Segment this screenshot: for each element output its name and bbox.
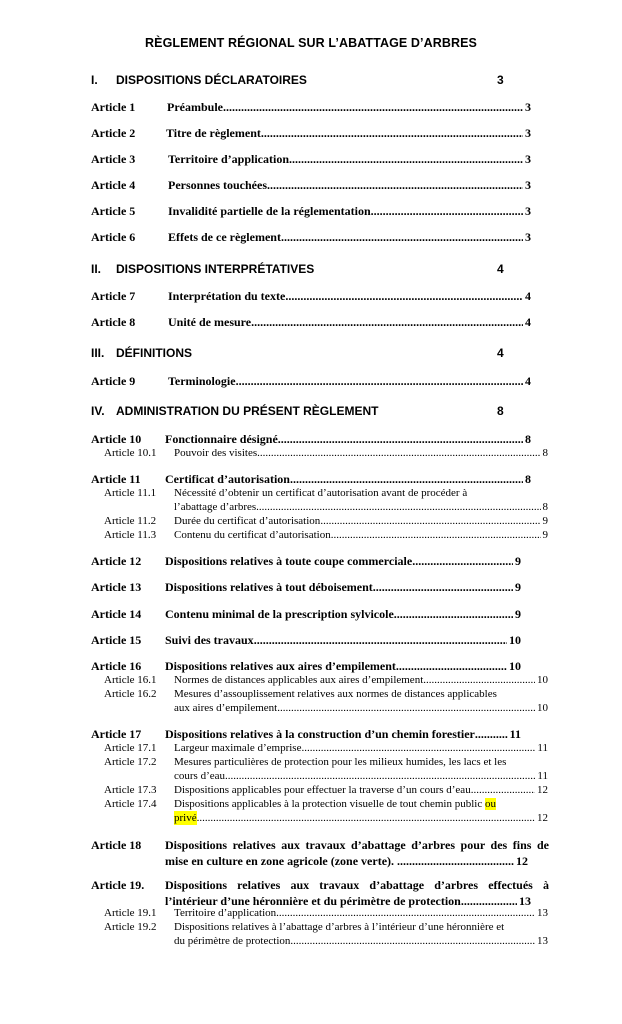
article-number: Article 18 [91, 838, 142, 852]
article-number: Article 12 [91, 554, 142, 568]
section-label: DISPOSITIONS INTERPRÉTATIVES [116, 262, 315, 276]
article-number: Article 7 [91, 289, 136, 303]
article-number: Article 9 [91, 374, 136, 388]
article-page: 3 [525, 126, 531, 140]
section-label: ADMINISTRATION DU PRÉSENT RÈGLEMENT [116, 404, 379, 418]
toc-subentry [104, 446, 548, 460]
subarticle-page: 8 [542, 447, 548, 459]
section-number: I. [91, 73, 98, 87]
toc-subentry [104, 741, 548, 755]
subarticle-label: aux aires d’empilement [174, 702, 278, 714]
article-page: 10 [509, 633, 521, 647]
toc-subentry-continuation [174, 701, 548, 715]
highlighted-text: privé [174, 812, 197, 824]
toc-entry [91, 579, 531, 595]
subarticle-label: Largeur maximale d’emprise [174, 742, 302, 754]
toc-entry [91, 229, 531, 245]
article-page: 13 [519, 894, 531, 908]
section-heading [91, 262, 511, 278]
toc-entry [91, 373, 531, 389]
article-label: Titre de règlement [166, 126, 261, 140]
subarticle-label [174, 797, 548, 811]
toc-entry [91, 125, 531, 141]
subarticle-number: Article 11.3 [104, 529, 157, 541]
article-page: 3 [525, 100, 531, 114]
toc-subentry [104, 528, 548, 542]
section-heading [91, 404, 511, 420]
subarticle-number: Article 17.1 [104, 742, 157, 754]
subarticle-number: Article 17.3 [104, 784, 157, 796]
subarticle-number: Article 19.2 [104, 921, 157, 933]
subarticle-page: 12 [537, 812, 548, 824]
subarticle-page: 13 [537, 907, 548, 919]
article-page: 10 [509, 659, 521, 673]
article-label: Fonctionnaire désigné [165, 432, 278, 446]
subarticle-page: 8 [542, 501, 548, 513]
toc-entry-continuation [165, 853, 531, 869]
subarticle-page: 11 [537, 770, 548, 782]
toc-entry [91, 177, 531, 193]
section-number: IV. [91, 404, 105, 418]
section-label: DÉFINITIONS [116, 346, 193, 360]
subarticle-page: 10 [537, 702, 548, 714]
article-page: 11 [509, 727, 521, 741]
article-number: Article 1 [91, 100, 136, 114]
article-number: Article 8 [91, 315, 136, 329]
subarticle-number: Article 11.2 [104, 515, 157, 527]
subarticle-label-text: Dispositions applicables à la protection visuelle de tout chemin public [174, 798, 485, 810]
article-page: 3 [525, 230, 531, 244]
article-label: mise en culture en zone agricole (zone verte). ....................................... 12 [165, 854, 529, 868]
subarticle-label: Pouvoir des visites [174, 447, 258, 459]
subarticle-label: Durée du certificat d’autorisation [174, 515, 321, 527]
article-number: Article 5 [91, 204, 136, 218]
toc-entry [91, 658, 531, 674]
section-heading [91, 346, 511, 362]
subarticle-label: Mesures particulières de protection pour les milieux humides, les lacs et les [174, 756, 507, 768]
section-number: II. [91, 262, 102, 276]
article-number: Article 2 [91, 126, 136, 140]
subarticle-page: 12 [537, 784, 548, 796]
article-label: Effets de ce règlement [168, 230, 281, 244]
subarticle-label: du périmètre de protection [174, 935, 291, 947]
article-page: 9 [515, 607, 521, 621]
subarticle-number: Article 19.1 [104, 907, 157, 919]
subarticle-number: Article 16.1 [104, 674, 157, 686]
section-number: III. [91, 346, 105, 360]
section-page: 8 [497, 404, 504, 418]
article-number: Article 10 [91, 432, 142, 446]
article-label: Territoire d’application [168, 152, 289, 166]
subarticle-label: l’abattage d’arbres [174, 501, 257, 513]
article-label: Dispositions relatives à la construction d’un chemin forestier [165, 727, 475, 741]
article-label: l’intérieur d’une héronnière et du périmètre de protection. [165, 894, 464, 908]
article-label: Unité de mesure [168, 315, 252, 329]
highlighted-text: ou [485, 798, 496, 810]
subarticle-page: 13 [537, 935, 548, 947]
article-label: Terminologie [168, 374, 236, 388]
article-number: Article 14 [91, 607, 142, 621]
section-page: 3 [497, 73, 504, 87]
subarticle-number: Article 17.2 [104, 756, 157, 768]
toc-entry [91, 151, 531, 167]
subarticle-label: Dispositions applicables pour effectuer la traverse d’un cours d’eau [174, 784, 471, 796]
article-label: Dispositions relatives aux aires d’empilement [165, 659, 396, 673]
toc-entry [91, 726, 531, 742]
subarticle-label: Dispositions relatives à l’abattage d’arbres à l’intérieur d’une héronnière et [174, 921, 505, 933]
subarticle-page: 9 [542, 515, 548, 527]
toc-subentry-continuation [174, 769, 548, 783]
toc-entry [91, 431, 531, 447]
section-heading [91, 73, 511, 89]
article-label: Interprétation du texte [168, 289, 286, 303]
toc-subentry-continuation [174, 500, 548, 514]
toc-subentry-continuation [174, 811, 548, 825]
subarticle-label: Normes de distances applicables aux aires d’empilement [174, 674, 424, 686]
section-label: DISPOSITIONS DÉCLARATOIRES [116, 73, 307, 87]
article-page: 4 [525, 374, 531, 388]
article-label: Certificat d’autorisation [165, 472, 290, 486]
toc-entry [91, 99, 531, 115]
article-label: Suivi des travaux [165, 633, 254, 647]
toc-entry [91, 471, 531, 487]
subarticle-page: 9 [542, 529, 548, 541]
toc-subentry-continuation [174, 934, 548, 948]
section-page: 4 [497, 262, 504, 276]
article-page: 9 [515, 554, 521, 568]
subarticle-label: Mesures d’assouplissement relatives aux normes de distances applicables [174, 688, 497, 700]
article-number: Article 19. [91, 878, 145, 892]
article-page: 4 [525, 289, 531, 303]
article-label: Dispositions relatives à toute coupe commerciale [165, 554, 413, 568]
article-label: Personnes touchées [168, 178, 267, 192]
article-label-text: mise en culture en zone agricole (zone verte). [165, 854, 398, 868]
article-label: Contenu minimal de la prescription sylvicole [165, 607, 394, 621]
subarticle-label: Contenu du certificat d’autorisation [174, 529, 331, 541]
section-page: 4 [497, 346, 504, 360]
subarticle-number: Article 17.4 [104, 798, 157, 810]
subarticle-page: 10 [537, 674, 548, 686]
article-number: Article 6 [91, 230, 136, 244]
article-number: Article 15 [91, 633, 142, 647]
article-page: 4 [525, 315, 531, 329]
toc-subentry [104, 673, 548, 687]
article-number: Article 3 [91, 152, 136, 166]
toc-entry [91, 553, 531, 569]
toc-subentry [104, 906, 548, 920]
toc-entry [91, 203, 531, 219]
subarticle-label: cours d’eau [174, 770, 226, 782]
article-label: Dispositions relatives aux travaux d’abattage d’arbres effectués à [165, 878, 549, 892]
subarticle-number: Article 10.1 [104, 447, 157, 459]
toc-entry [91, 314, 531, 330]
article-label: Invalidité partielle de la réglementation [168, 204, 371, 218]
article-page: 3 [525, 152, 531, 166]
toc-entry [91, 606, 531, 622]
toc-entry [91, 288, 531, 304]
article-page: 8 [525, 432, 531, 446]
subarticle-page: 11 [537, 742, 548, 754]
article-label: Préambule [167, 100, 223, 114]
article-page: 8 [525, 472, 531, 486]
article-label: Dispositions relatives aux travaux d’abattage d’arbres pour des fins de [165, 838, 549, 852]
article-number: Article 17 [91, 727, 142, 741]
article-page: 3 [525, 204, 531, 218]
toc-entry [91, 632, 531, 648]
subarticle-number: Article 11.1 [104, 487, 157, 499]
article-number: Article 4 [91, 178, 136, 192]
subarticle-number: Article 16.2 [104, 688, 157, 700]
document-title: RÈGLEMENT RÉGIONAL SUR L’ABATTAGE D’ARBRES [145, 36, 477, 50]
article-page: 12 [516, 854, 529, 868]
subarticle-label: Nécessité d’obtenir un certificat d’autorisation avant de procéder à [174, 487, 468, 499]
toc-subentry [104, 783, 548, 797]
article-label: Dispositions relatives à tout déboisement [165, 580, 373, 594]
article-number: Article 13 [91, 580, 142, 594]
article-number: Article 16 [91, 659, 142, 673]
toc-subentry [104, 514, 548, 528]
article-page: 9 [515, 580, 521, 594]
article-number: Article 11 [91, 472, 141, 486]
article-page: 3 [525, 178, 531, 192]
subarticle-label: Territoire d’application [174, 907, 277, 919]
